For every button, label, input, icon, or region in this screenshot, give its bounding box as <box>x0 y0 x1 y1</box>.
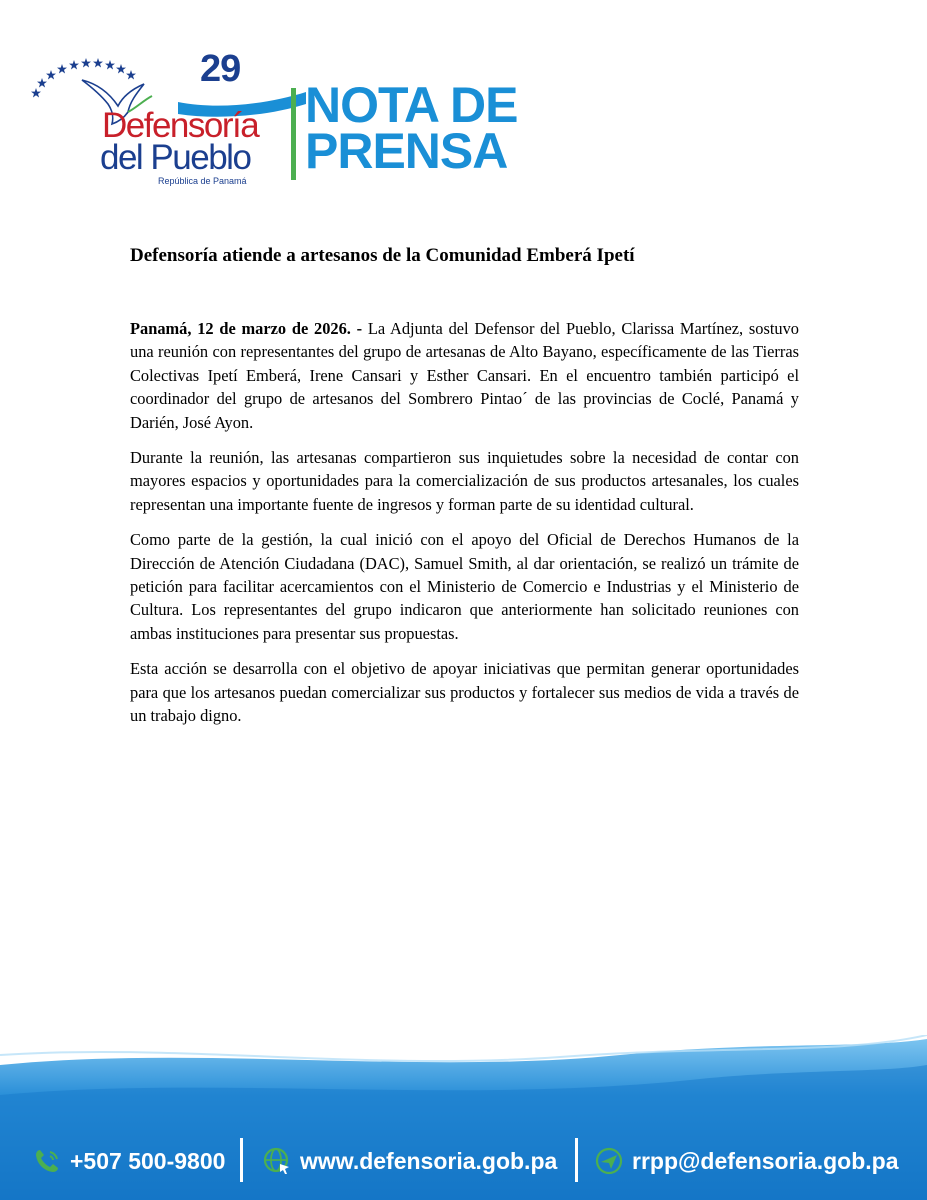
article-paragraph <box>130 317 799 434</box>
globe-icon <box>262 1146 292 1176</box>
article-paragraph: Como parte de la gestión, la cual inició con el apoyo del Oficial de Derechos Humanos de la Dirección de Atención Ciudadana (DAC), Samuel Smith, al dar orientación, se realizó un trámite de petición para facilitar acercamientos con el Ministerio de Comercio e Industrias y el Ministerio de Cultura. Los representantes del grupo indicaron que anteriormente han solicitado reuniones con ambas instituciones para presentar sus propuestas. <box>130 530 799 643</box>
phone-number: +507 500-9800 <box>70 1147 226 1174</box>
footer-email[interactable] <box>594 1143 899 1179</box>
document-type-line1: NOTA DE <box>305 77 518 133</box>
email-address: rrpp@defensoria.gob.pa <box>632 1147 899 1174</box>
article-paragraph: Durante la reunión, las artesanas compartieron sus inquietudes sobre la necesidad de contar con mayores espacios y oportunidades para la comercialización de sus productos artesanales, los cuales representan una importante fuente de ingresos y forman parte de su identidad cultural. <box>130 448 799 514</box>
email-icon <box>594 1146 624 1176</box>
anniversary-label: AÑOS <box>224 95 255 105</box>
defensoria-logo <box>28 48 298 188</box>
article-body <box>130 317 799 740</box>
article-paragraph-1-text: La Adjunta del Defensor del Pueblo, Clarissa Martínez, sostuvo una reunión con representantes del grupo de artesanas de Alto Bayano, específicamente de las Tierras Colectivas Ipetí Emberá, Irene Cansari y Esther Cansari. En el encuentro también participó el coordinador del grupo de artesanos del Sombrero Pintao´ de las provincias de Coclé, Panamá y Darién, José Ayon. <box>130 319 800 432</box>
article-title: Defensoría atiende a artesanos de la Comunidad Emberá Ipetí <box>130 245 635 266</box>
article-paragraph: Esta acción se desarrolla con el objetivo de apoyar iniciativas que permitan generar oportunidades para que los artesanos puedan comercializar sus productos y fortalecer sus medios de vida a través de un trabajo digno. <box>130 659 799 726</box>
document-type-line2: PRENSA <box>305 123 508 179</box>
phone-icon <box>32 1146 62 1176</box>
footer-divider <box>240 1138 243 1182</box>
footer-website[interactable] <box>262 1143 557 1179</box>
website-url: www.defensoria.gob.pa <box>300 1147 558 1174</box>
org-name-line2: del Pueblo <box>100 138 251 177</box>
article-dateline: Panamá, 12 de marzo de 2026. - <box>130 319 363 338</box>
document-type <box>305 77 518 179</box>
org-name-line1: Defensoría <box>102 106 259 145</box>
footer-phone[interactable] <box>32 1143 225 1179</box>
anniversary-number: 29 <box>200 48 241 90</box>
footer-divider <box>575 1138 578 1182</box>
org-country: República de Panamá <box>158 176 247 186</box>
header-divider <box>291 88 296 180</box>
